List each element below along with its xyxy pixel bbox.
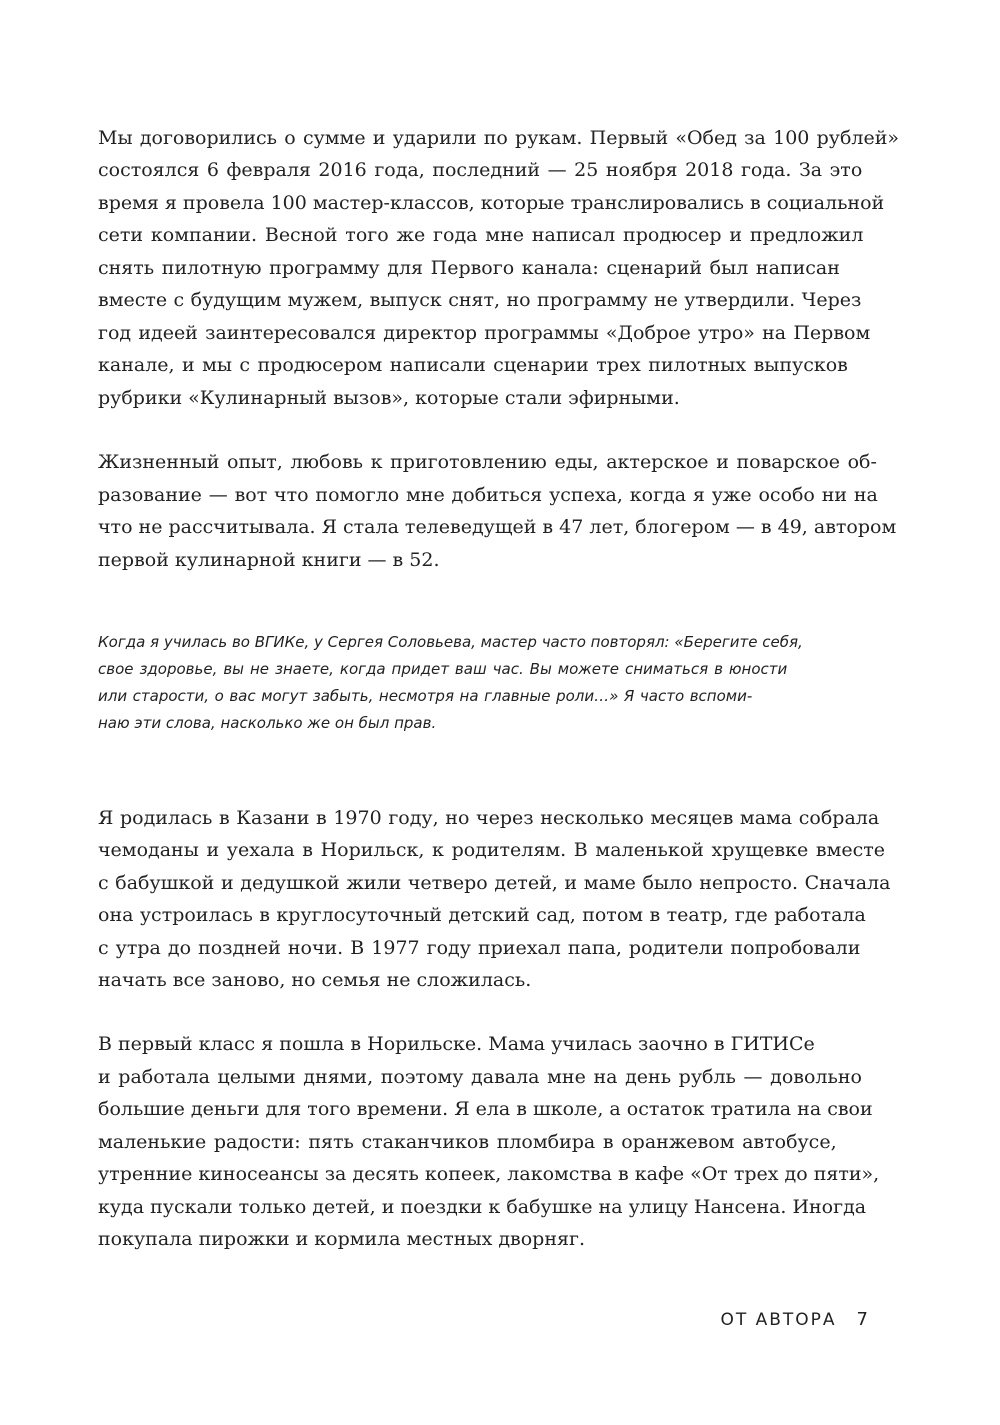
text-line: время я провела 100 мастер-классов, которые транслировались в социальной <box>98 192 885 214</box>
text-line: Жизненный опыт, любовь к приготовлению еды, актерское и поварское об- <box>98 451 877 473</box>
text-line: куда пускали только детей, и поездки к бабушке на улицу Нансена. Иногда <box>98 1196 867 1218</box>
text-line: покупала пирожки и кормила местных дворняг. <box>98 1228 585 1250</box>
quote-line: наю эти слова, насколько же он был прав. <box>98 714 437 732</box>
text-line: канале, и мы с продюсером написали сценарии трех пилотных выпусков <box>98 354 848 376</box>
running-footer-section-title: ОТ АВТОРА <box>720 1310 837 1330</box>
text-line: и работала целыми днями, поэтому давала мне на день рубль — довольно <box>98 1066 862 1088</box>
text-line: с бабушкой и дедушкой жили четверо детей, и маме было непросто. Сначала <box>98 872 891 894</box>
text-line: чемоданы и уехала в Норильск, к родителям. В маленькой хрущевке вместе <box>98 839 885 861</box>
text-line: начать все заново, но семья не сложилась. <box>98 969 532 991</box>
text-line: год идеей заинтересовался директор программы «Доброе утро» на Первом <box>98 322 871 344</box>
text-line: Мы договорились о сумме и ударили по рукам. Первый «Обед за 100 рублей» <box>98 127 899 149</box>
page-number: 7 <box>856 1309 868 1330</box>
text-line: снять пилотную программу для Первого канала: сценарий был написан <box>98 257 840 279</box>
text-line: В первый класс я пошла в Норильске. Мама училась заочно в ГИТИСе <box>98 1033 815 1055</box>
text-line: рубрики «Кулинарный вызов», которые стали эфирными. <box>98 387 680 409</box>
text-line: разование — вот что помогло мне добиться успеха, когда я уже особо ни на <box>98 484 878 506</box>
quote-line: или старости, о вас могут забыть, несмотря на главные роли…» Я часто вспоми- <box>98 687 753 705</box>
text-line: утренние киносеансы за десять копеек, лакомства в кафе «От трех до пяти», <box>98 1163 880 1185</box>
quote-line: Когда я училась во ВГИКе, у Сергея Соловьева, мастер часто повторял: «Берегите себя, <box>98 633 803 651</box>
text-line: состоялся 6 февраля 2016 года, последний — 25 ноября 2018 года. За это <box>98 159 863 181</box>
text-line: что не рассчитывала. Я стала телеведущей в 47 лет, блогером — в 49, автором <box>98 516 897 538</box>
text-line: она устроилась в круглосуточный детский сад, потом в театр, где работала <box>98 904 866 926</box>
text-line: маленькие радости: пять стаканчиков пломбира в оранжевом автобусе, <box>98 1131 837 1153</box>
quote-line: свое здоровье, вы не знаете, когда придет ваш час. Вы можете сниматься в юности <box>98 660 788 678</box>
text-line: большие деньги для того времени. Я ела в школе, а остаток тратила на свои <box>98 1098 873 1120</box>
text-line: вместе с будущим мужем, выпуск снят, но программу не утвердили. Через <box>98 289 862 311</box>
text-line: первой кулинарной книги — в 52. <box>98 549 440 571</box>
text-line: сети компании. Весной того же года мне написал продюсер и предложил <box>98 224 864 246</box>
text-line: Я родилась в Казани в 1970 году, но через несколько месяцев мама собрала <box>98 807 880 829</box>
page-footer <box>720 1309 868 1330</box>
text-line: с утра до поздней ночи. В 1977 году приехал папа, родители попробовали <box>98 937 861 959</box>
